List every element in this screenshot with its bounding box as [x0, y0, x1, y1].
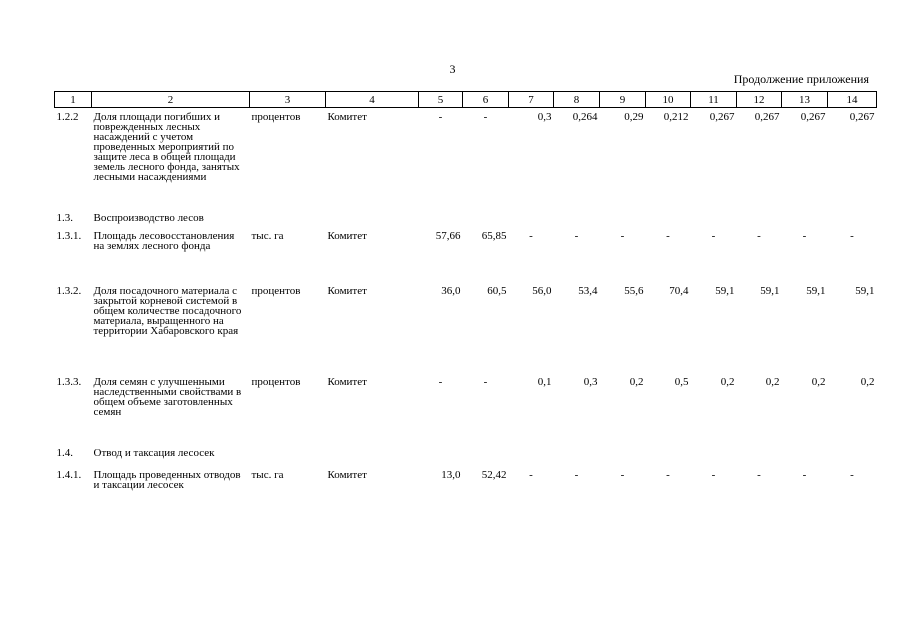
value-cell: 0,267 — [849, 111, 875, 123]
row-number: 1.4.1. — [56, 468, 82, 481]
value-cell: - — [711, 468, 716, 481]
table-row — [55, 373, 877, 444]
row-number: 1.3.2. — [56, 284, 82, 297]
unit: процентов — [251, 111, 301, 123]
indicator-name: Площадь лесовосстановления на землях лесного фонда — [93, 229, 235, 252]
value-cell: 59,1 — [760, 284, 780, 297]
value-cell: 0,212 — [663, 111, 689, 123]
value-cell: - — [574, 229, 579, 242]
value-cell: - — [483, 111, 488, 123]
header-cell: 4 — [326, 92, 419, 108]
value-cell: - — [574, 468, 579, 481]
value-cell: 55,6 — [624, 284, 644, 297]
section-number: 1.4. — [56, 446, 73, 459]
value-cell: - — [620, 229, 625, 242]
indicator-name: Доля площади погибших и поврежденных лесных насаждений с учетом проведенных мероприятий по защите леса в общей площади земель лесного фонда, занятых лесными насаждениями — [93, 111, 240, 183]
table-row — [55, 108, 877, 209]
value-cell: 57,66 — [435, 229, 461, 242]
value-cell: 0,5 — [674, 375, 689, 388]
header-row — [55, 92, 877, 108]
section-title: Воспроизводство лесов — [93, 211, 204, 224]
continuation-label: Продолжение приложения — [733, 72, 869, 86]
value-cell: 53,4 — [578, 284, 598, 297]
value-cell: 0,2 — [860, 375, 875, 388]
value-cell: - — [757, 229, 761, 242]
header-cell: 10 — [646, 92, 691, 108]
value-cell: - — [711, 229, 716, 242]
header-cell: 12 — [737, 92, 782, 108]
unit: процентов — [251, 375, 301, 388]
value-cell: 60,5 — [487, 284, 507, 297]
value-cell: 0,2 — [811, 375, 826, 388]
value-cell: 0,267 — [709, 111, 735, 123]
value-cell: - — [757, 468, 761, 481]
value-cell: 0,267 — [800, 111, 826, 123]
value-cell: - — [666, 229, 670, 242]
executor: Комитет — [327, 375, 367, 388]
value-cell: 65,85 — [481, 229, 507, 242]
value-cell: 0,267 — [754, 111, 780, 123]
indicator-name: Площадь проведенных отводов и таксации лесосек — [93, 468, 241, 491]
row-number: 1.3.1. — [56, 229, 82, 242]
value-cell: - — [529, 468, 533, 481]
value-cell: 0,2 — [629, 375, 644, 388]
value-cell: 70,4 — [669, 284, 689, 297]
value-cell: 0,264 — [572, 111, 598, 123]
value-cell: - — [438, 375, 443, 388]
unit: тыс. га — [251, 468, 284, 481]
header-cell: 2 — [92, 92, 250, 108]
value-cell: 56,0 — [532, 284, 552, 297]
value-cell: - — [529, 229, 533, 242]
value-cell: - — [620, 468, 625, 481]
value-cell: 0,2 — [720, 375, 735, 388]
value-cell: 52,42 — [481, 468, 507, 481]
value-cell: 36,0 — [441, 284, 461, 297]
table-row — [55, 466, 877, 506]
header-cell: 3 — [250, 92, 326, 108]
value-cell: - — [666, 468, 670, 481]
table-row — [55, 227, 877, 282]
value-cell: 13,0 — [441, 468, 461, 481]
section-row — [55, 209, 877, 227]
value-cell: 0,29 — [624, 111, 644, 123]
value-cell: 59,1 — [715, 284, 735, 297]
executor: Комитет — [327, 229, 367, 242]
header-cell: 1 — [55, 92, 92, 108]
header-cell: 8 — [554, 92, 600, 108]
header-cell: 13 — [782, 92, 828, 108]
header-cell: 14 — [828, 92, 877, 108]
executor: Комитет — [327, 284, 367, 297]
value-cell: 0,3 — [583, 375, 598, 388]
indicators-table — [54, 91, 877, 506]
header-cell: 11 — [691, 92, 737, 108]
value-cell: 59,1 — [806, 284, 826, 297]
header-cell: 7 — [509, 92, 554, 108]
value-cell: 0,2 — [765, 375, 780, 388]
value-cell: - — [850, 468, 854, 481]
row-number: 1.2.2 — [56, 111, 79, 123]
header-cell: 9 — [600, 92, 646, 108]
section-number: 1.3. — [56, 211, 73, 224]
section-row — [55, 444, 877, 466]
value-cell: - — [802, 468, 807, 481]
value-cell: 59,1 — [855, 284, 875, 297]
value-cell: 0,3 — [537, 111, 552, 123]
value-cell: 0,1 — [537, 375, 552, 388]
indicator-name: Доля семян с улучшенными наследственными свойствами в общем объеме заготовленных семян — [93, 375, 242, 418]
executor: Комитет — [327, 111, 367, 123]
section-title: Отвод и таксация лесосек — [93, 446, 215, 459]
value-cell: - — [802, 229, 807, 242]
value-cell: - — [438, 111, 443, 123]
page-number: 3 — [449, 62, 456, 76]
table-row — [55, 282, 877, 373]
indicator-name: Доля посадочного материала с закрытой корневой системой в общем количестве посадочного материала, выращенного на территории Хабаровского края — [93, 284, 242, 337]
header-cell: 5 — [419, 92, 463, 108]
header-cell: 6 — [463, 92, 509, 108]
row-number: 1.3.3. — [56, 375, 82, 388]
value-cell: - — [850, 229, 854, 242]
unit: тыс. га — [251, 229, 284, 242]
executor: Комитет — [327, 468, 367, 481]
unit: процентов — [251, 284, 301, 297]
value-cell: - — [483, 375, 488, 388]
